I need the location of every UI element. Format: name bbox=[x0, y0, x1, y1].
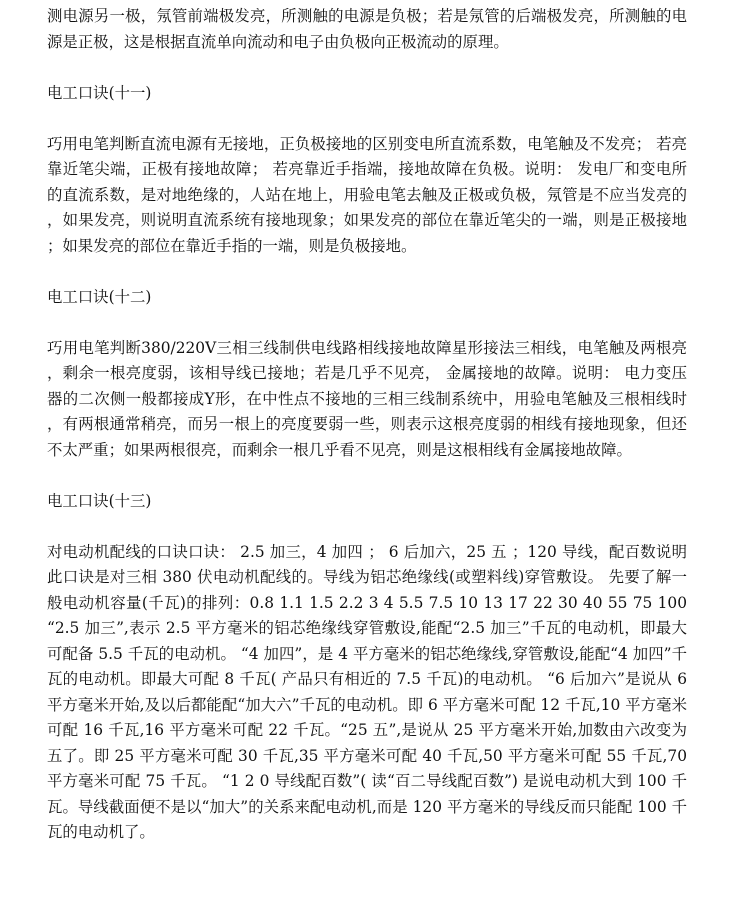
paragraph-section-13: 对电动机配线的口诀口诀： 2.5 加三，4 加四 ； 6 后加六，25 五 ；120 导线，配百数说明此口诀是对三相 380 伏电动机配线的。导线为铝芯绝缘线(或塑料线)穿管敷设。 先要了解一般电动机容量(千瓦)的排列：0.8 1.1 1.5 2.2 3 4 5.5 7.5 10 13 17 22 30 40 55 75 100 “2.5 加三”,表示 2.5 平方毫米的铝芯绝缘线穿管敷设,能配“2.5 加三”千瓦的电动机，即最大可配备 5.5 千瓦的电动机。 “4 加四”，是 4 平方毫米的铝芯绝缘线,穿管敷设,能配“4 加四”千瓦的电动机。即最大可配 8 千瓦( 产品只有相近的 7.5 千瓦)的电动机。 “6 后加六”是说从 6 平方毫米开始,及以后都能配“加大六”千瓦的电动机。即 6 平方毫米可配 12 千瓦,10 平方毫米可配 16 千瓦,16 平方毫米可配 22 千瓦。“25 五”,是说从 25 平方毫米开始,加数由六改变为五了。即 25 平方毫米可配 30 千瓦,35 平方毫米可配 40 千瓦,50 平方毫米可配 55 千瓦,70 平方毫米可配 75 千瓦。 “1 2 0 导线配百数”( 读“百二导线配百数”) 是说电动机大到 100 千瓦。导线截面便不是以“加大”的关系来配电动机,而是 120 平方毫米的导线反而只能配 100 千瓦的电动机了。 bbox=[47, 542, 687, 841]
spacer bbox=[47, 259, 687, 285]
spacer bbox=[47, 310, 687, 336]
paragraph-section-11: 巧用电笔判断直流电源有无接地，正负极接地的区别变电所直流系数，电笔触及不发亮； 若亮靠近笔尖端，正极有接地故障； 若亮靠近手指端，接地故障在负极。说明： 发电厂和变电所的直流系数，是对地绝缘的，人站在地上，用验电笔去触及正极或负极，氖管是不应当发亮的，如果发亮，则说明直流系统有接地现象；如果发亮的部位在靠近笔尖的一端，则是正极接地；如果发亮的部位在靠近手指的一端，则是负极接地。 bbox=[47, 134, 687, 255]
spacer bbox=[47, 514, 687, 540]
paragraph-section-12: 巧用电笔判断380/220V三相三线制供电线路相线接地故障星形接法三相线，电笔触及两根亮，剩余一根亮度弱，该相导线已接地；若是几乎不见亮， 金属接地的故障。说明： 电力变压器的二次侧一般都接成Y形，在中性点不接地的三相三线制系统中，用验电笔触及三根相线时，有两根通常稍亮，而另一根上的亮度要弱一些，则表示这根亮度弱的相线有接地现象，但还不太严重；如果两根很亮，而剩余一根几乎看不见亮，则是这根相线有金属接地故障。 bbox=[47, 338, 687, 459]
paragraph-intro: 测电源另一极，氖管前端极发亮，所测触的电源是负极；若是氖管的后端极发亮，所测触的电源是正极，这是根据直流单向流动和电子由负极向正极流动的原理。 bbox=[47, 7, 687, 51]
spacer bbox=[47, 463, 687, 489]
section-heading-11: 电工口诀(十一) bbox=[47, 83, 152, 102]
section-heading-12: 电工口诀(十二) bbox=[47, 287, 152, 306]
section-heading-13: 电工口诀(十三) bbox=[47, 491, 152, 510]
document-page bbox=[47, 4, 687, 846]
spacer bbox=[47, 106, 687, 132]
spacer bbox=[47, 55, 687, 81]
